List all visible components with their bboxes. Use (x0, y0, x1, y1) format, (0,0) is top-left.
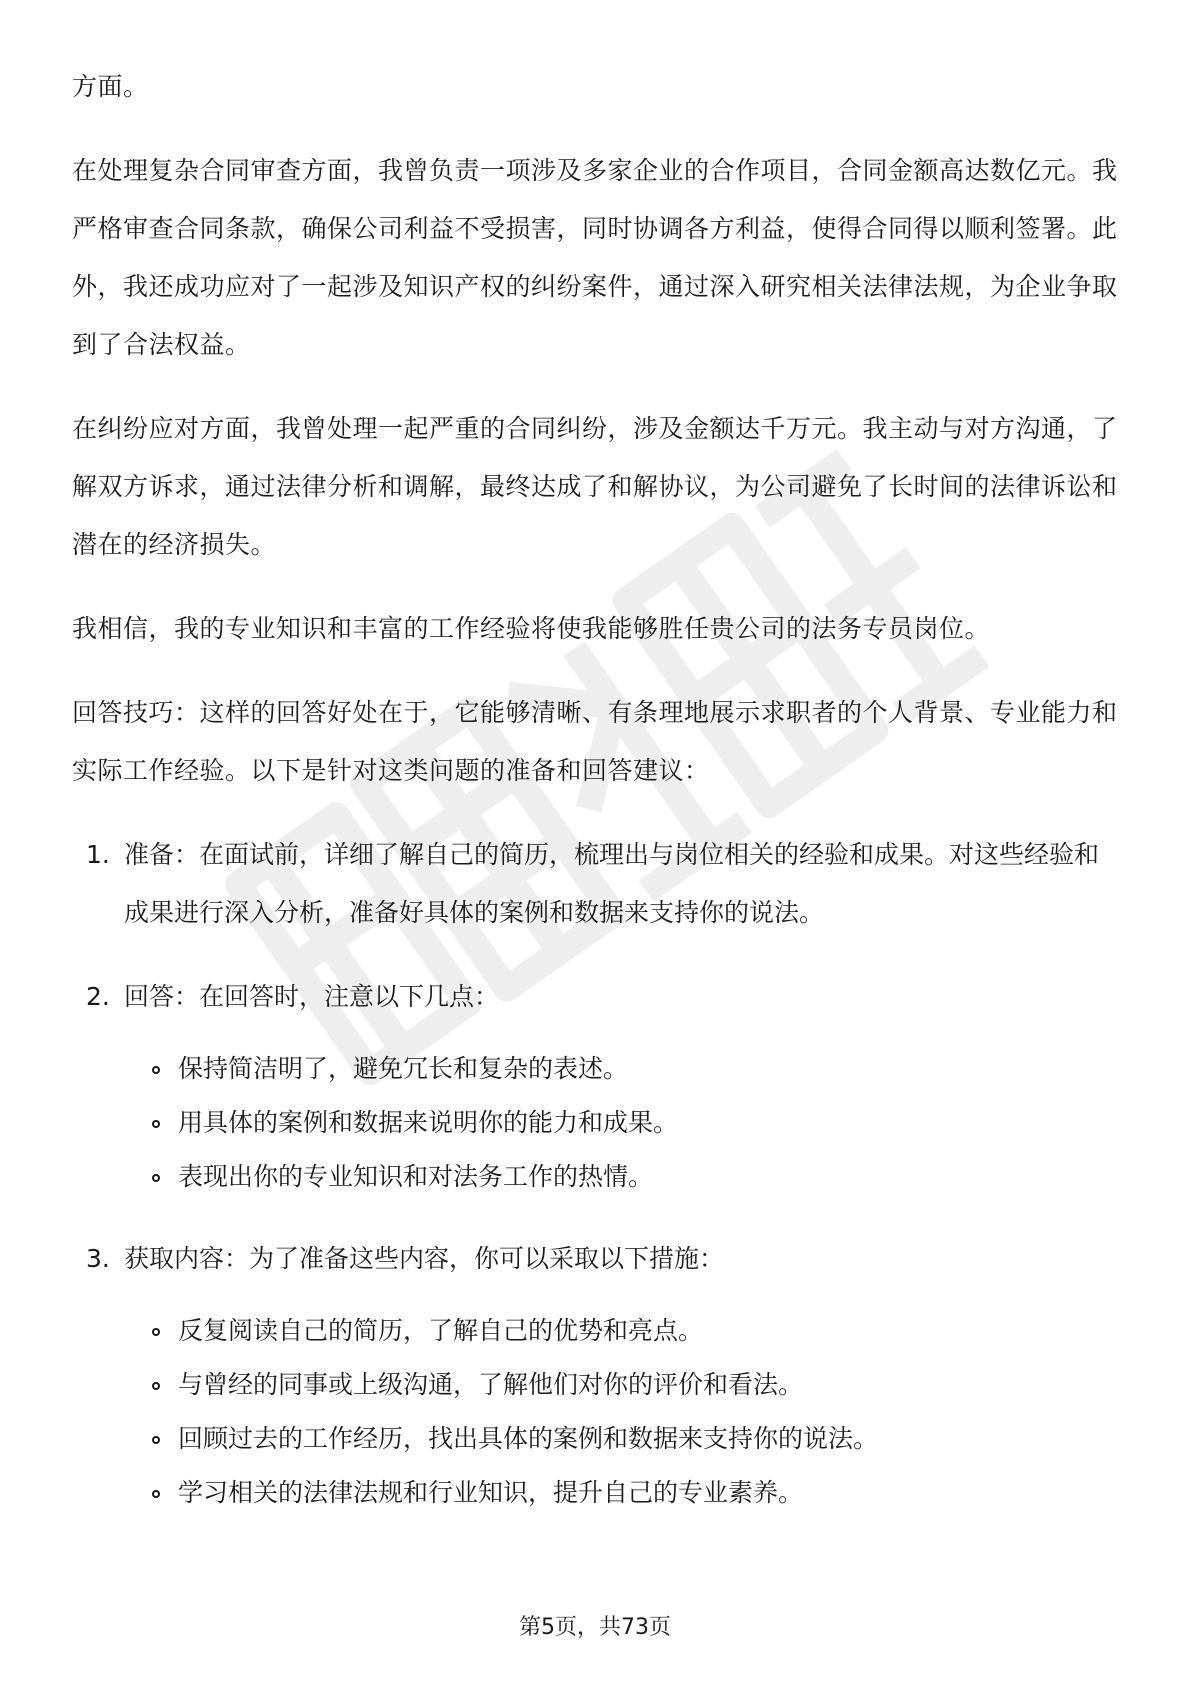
bullet-circle-icon (152, 1066, 160, 1074)
bullet-circle-icon (152, 1436, 160, 1444)
list-item: 保持简洁明了，避免冗长和复杂的表述。 (72, 1042, 1118, 1096)
sub-list-answer (72, 1042, 1118, 1204)
list-item-gather-content (72, 1230, 1118, 1288)
document-body (72, 58, 1118, 1520)
paragraph-answer-tips: 回答技巧：这样的回答好处在于，它能够清晰、有条理地展示求职者的个人背景、专业能力和实际工作经验。以下是针对这类问题的准备和回答建议： (72, 698, 1118, 785)
list-item: 回顾过去的工作经历，找出具体的案例和数据来支持你的说法。 (72, 1412, 1118, 1466)
paragraph-continuation: 方面。 (72, 72, 149, 101)
list-item-answer (72, 968, 1118, 1026)
page-number-footer: 第5页，共73页 (519, 1615, 671, 1640)
list-item: 与曾经的同事或上级沟通，了解他们对你的评价和看法。 (72, 1358, 1118, 1412)
list-item-text: 回答：在回答时，注意以下几点： (124, 982, 500, 1011)
list-item: 反复阅读自己的简历，了解自己的优势和亮点。 (72, 1304, 1118, 1358)
paragraph-dispute-handling: 在纠纷应对方面，我曾处理一起严重的合同纠纷，涉及金额达千万元。我主动与对方沟通，了解双方诉求，通过法律分析和调解，最终达成了和解协议，为公司避免了长时间的法律诉讼和潜在的经济损失。 (72, 414, 1118, 559)
paragraph-conclusion: 我相信，我的专业知识和丰富的工作经验将使我能够胜任贵公司的法务专员岗位。 (72, 614, 991, 643)
list-item-prepare (72, 826, 1118, 942)
bullet-circle-icon (152, 1174, 160, 1182)
list-item: 用具体的案例和数据来说明你的能力和成果。 (72, 1096, 1118, 1150)
list-number: 1. (86, 840, 110, 869)
list-item: 表现出你的专业知识和对法务工作的热情。 (72, 1150, 1118, 1204)
sub-list-gather-content (72, 1304, 1118, 1520)
bullet-circle-icon (152, 1328, 160, 1336)
list-number: 3. (86, 1244, 110, 1273)
bullet-circle-icon (152, 1382, 160, 1390)
list-item-text: 准备：在面试前，详细了解自己的简历，梳理出与岗位相关的经验和成果。对这些经验和成果进行深入分析，准备好具体的案例和数据来支持你的说法。 (124, 840, 1100, 927)
list-item-text: 获取内容：为了准备这些内容，你可以采取以下措施： (124, 1244, 725, 1273)
paragraph-contract-review: 在处理复杂合同审查方面，我曾负责一项涉及多家企业的合作项目，合同金额高达数亿元。我严格审查合同条款，确保公司利益不受损害，同时协调各方利益，使得合同得以顺利签署。此外，我还成功应对了一起涉及知识产权的纠纷案件，通过深入研究相关法律法规，为企业争取到了合法权益。 (72, 156, 1118, 359)
list-item: 学习相关的法律法规和行业知识，提升自己的专业素养。 (72, 1466, 1118, 1520)
list-number: 2. (86, 982, 110, 1011)
bullet-circle-icon (152, 1120, 160, 1128)
bullet-circle-icon (152, 1490, 160, 1498)
